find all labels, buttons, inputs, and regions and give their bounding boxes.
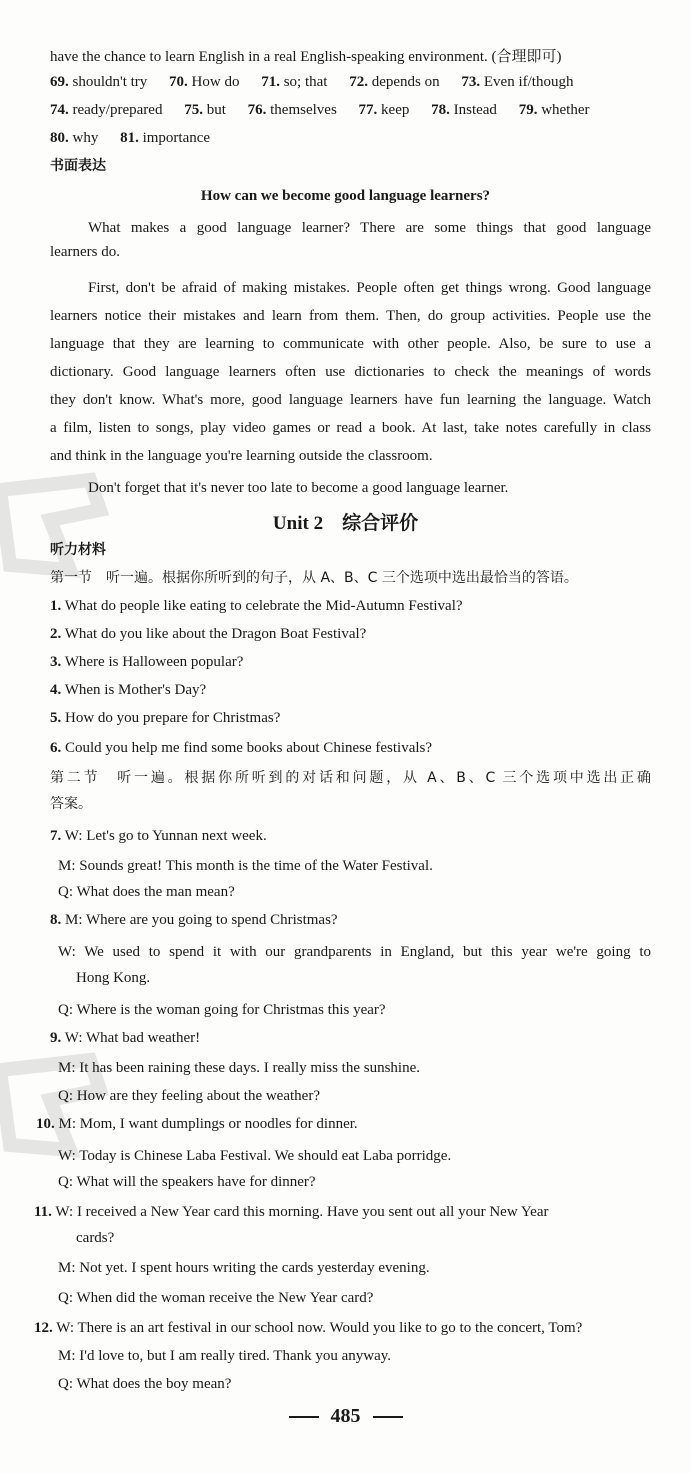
dialogue-line: Q: How are they feeling about the weather? (58, 1088, 320, 1104)
dialogue-text: M: Mom, I want dumplings or noodles for dinner. (58, 1116, 358, 1132)
dialogue-line: Q: When did the woman receive the New Year card? (58, 1290, 374, 1306)
question-text: What do you like about the Dragon Boat Festival? (64, 626, 367, 642)
dialogue-line: W: Today is Chinese Laba Festival. We should eat Laba porridge. (58, 1148, 452, 1164)
essay-line: learners do. (50, 244, 120, 260)
dialogue-text: W: Let's go to Yunnan next week. (64, 828, 267, 844)
page-number (0, 1405, 691, 1428)
question-text: How do you prepare for Christmas? (65, 710, 281, 726)
dialogue-number: 11. (34, 1204, 52, 1220)
essay-line: and think in the language you're learning outside the classroom. (50, 448, 433, 464)
dash-right (373, 1416, 403, 1418)
dialogue-text: W: There is an art festival in our school now. Would you like to go to the concert, Tom? (56, 1320, 583, 1336)
answer-number: 74. (50, 102, 69, 118)
question-number: 4. (50, 682, 62, 698)
writing-heading: 书面表达 (50, 158, 106, 174)
dialogue-line: Q: Where is the woman going for Christmas this year? (58, 1002, 386, 1018)
dialogue-line: M: Sounds great! This month is the time of the Water Festival. (58, 858, 433, 874)
answer-text: shouldn't try (72, 74, 148, 90)
dialogue-line (50, 826, 651, 846)
answer-number: 77. (358, 102, 378, 118)
dialogue-line (36, 1114, 651, 1134)
answer-text: depends on (371, 74, 440, 90)
essay-line: dictionary. Good language learners often use dictionaries to check the meanings of words (50, 364, 651, 380)
answer-text: so; that (283, 74, 328, 90)
essay-line: a film, listen to songs, play video games or read a book. At last, take notes carefully in class (50, 420, 651, 436)
answer-text: Instead (453, 102, 497, 118)
dialogue-line: M: I'd love to, but I am really tired. Thank you anyway. (58, 1348, 392, 1364)
answer-number: 78. (431, 102, 450, 118)
answer-text: ready/prepared (72, 102, 163, 118)
answer-row (50, 72, 651, 92)
dialogue-number: 10. (36, 1116, 55, 1132)
question-text: Could you help me find some books about Chinese festivals? (65, 740, 433, 756)
question-item (50, 708, 651, 728)
dialogue-line: M: Not yet. I spent hours writing the cards yesterday evening. (58, 1260, 430, 1276)
dialogue-number: 12. (34, 1320, 53, 1336)
question-number: 3. (50, 654, 62, 670)
question-number: 1. (50, 598, 62, 614)
dialogue-number: 9. (50, 1030, 62, 1046)
answer-number: 70. (169, 74, 188, 90)
dialogue-line (34, 1202, 651, 1222)
answer-number: 79. (518, 102, 538, 118)
answer-number: 71. (261, 74, 280, 90)
answer-number: 80. (50, 130, 69, 146)
answer-number: 81. (120, 130, 139, 146)
question-text: What do people like eating to celebrate the Mid-Autumn Festival? (64, 598, 463, 614)
dialogue-line: Q: What does the boy mean? (58, 1376, 232, 1392)
question-text: When is Mother's Day? (64, 682, 207, 698)
answer-text: themselves (270, 102, 337, 118)
dialogue-number: 8. (50, 912, 62, 928)
answer-row (50, 100, 651, 120)
answer-text: How do (191, 74, 240, 90)
dialogue-text: M: Where are you going to spend Christmas? (65, 912, 338, 928)
essay-line: learners notice their mistakes and learn from them. Then, do group activities. People use the (50, 308, 651, 324)
answer-number: 73. (461, 74, 481, 90)
answer-text: Even if/though (483, 74, 574, 90)
answer-number: 76. (247, 102, 267, 118)
dialogue-line: Q: What does the man mean? (58, 884, 235, 900)
answer-continuation-line: have the chance to learn English in a real English-speaking environment. (合理即可) (50, 49, 562, 65)
question-number: 6. (50, 740, 62, 756)
section2-title: 答案。 (50, 796, 92, 812)
answer-number: 69. (50, 74, 69, 90)
dash-left (289, 1416, 319, 1418)
dialogue-line: M: It has been raining these days. I really miss the sunshine. (58, 1060, 421, 1076)
question-item (50, 652, 651, 672)
dialogue-text: W: I received a New Year card this morning. Have you sent out all your New Year (55, 1204, 549, 1220)
essay-title: How can we become good language learners? (200, 188, 491, 204)
essay-line: First, don't be afraid of making mistakes. People often get things wrong. Good language (88, 280, 651, 296)
essay-line: they don't know. What's more, good language learners have fun learning the language. Watch (50, 392, 651, 408)
dialogue-text: W: What bad weather! (64, 1030, 201, 1046)
question-item (50, 680, 651, 700)
dialogue-line: Hong Kong. (76, 970, 151, 986)
question-number: 2. (50, 626, 62, 642)
essay-line: Don't forget that it's never too late to become a good language learner. (88, 480, 509, 496)
dialogue-line: Q: What will the speakers have for dinner? (58, 1174, 316, 1190)
dialogue-line (50, 1028, 651, 1048)
dialogue-line (34, 1318, 651, 1338)
question-number: 5. (50, 710, 62, 726)
dialogue-line: cards? (76, 1230, 115, 1246)
question-item (50, 596, 651, 616)
section1-title: 第一节 听一遍。根据你所听到的句子，从 A、B、C 三个选项中选出最恰当的答语。 (50, 570, 578, 586)
unit-title: Unit 2 综合评价 (272, 513, 419, 534)
question-item (50, 738, 651, 758)
question-text: Where is Halloween popular? (64, 654, 244, 670)
answer-text: keep (381, 102, 410, 118)
section2-title: 第二节 听一遍。根据你所听到的对话和问题，从 A、B、C 三个选项中选出正确 (50, 770, 651, 786)
page-number-text: 485 (330, 1405, 361, 1427)
essay-line: language that they are learning to communicate with other people. Also, be sure to use a (50, 336, 651, 352)
answer-text: why (72, 130, 99, 146)
answer-text: importance (142, 130, 211, 146)
answer-text: whether (541, 102, 590, 118)
question-item (50, 624, 651, 644)
answer-number: 72. (349, 74, 368, 90)
answer-text: but (206, 102, 226, 118)
essay-line: What makes a good language learner? There are some things that good language (88, 220, 651, 236)
dialogue-number: 7. (50, 828, 62, 844)
listening-heading: 听力材料 (50, 542, 106, 558)
dialogue-line (50, 910, 651, 930)
dialogue-line: W: We used to spend it with our grandparents in England, but this year we're going to (58, 944, 651, 960)
answer-row (50, 128, 651, 148)
answer-number: 75. (184, 102, 203, 118)
